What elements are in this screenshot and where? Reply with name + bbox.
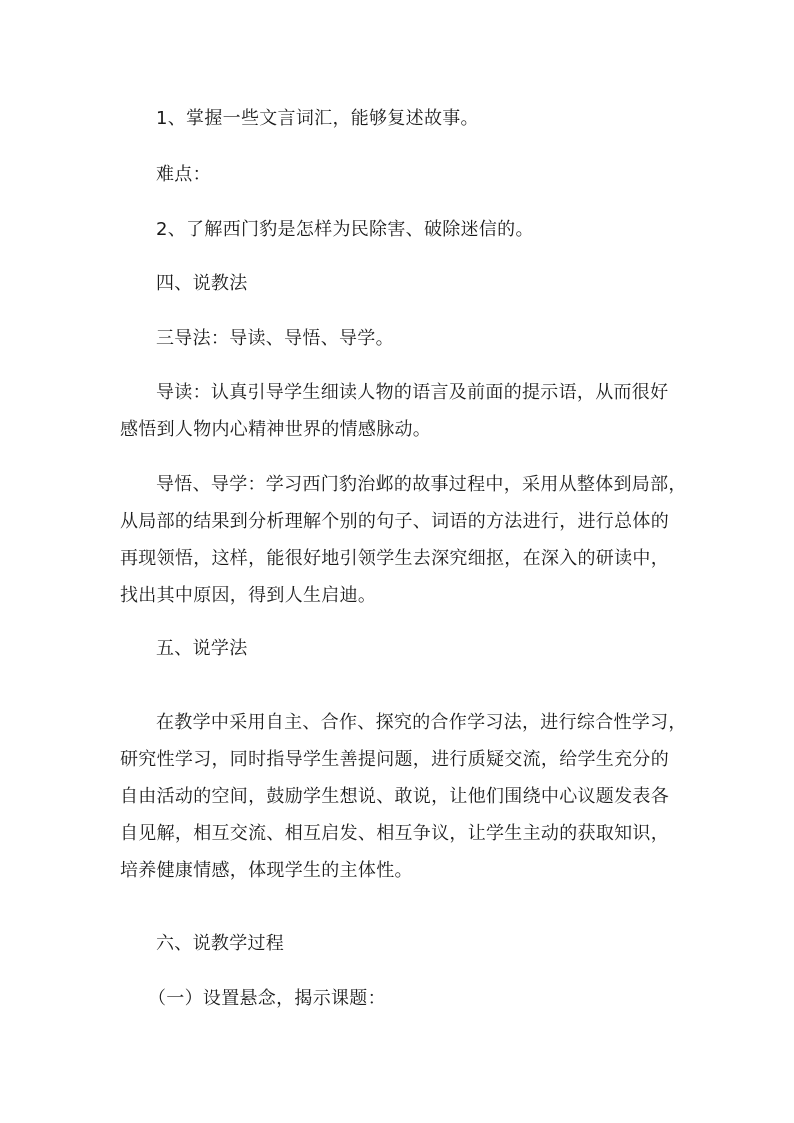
text-line: 自由活动的空间，鼓励学生想说、敢说，让他们围绕中心议题发表各 xyxy=(120,786,669,807)
paragraph-guided-reading xyxy=(120,374,685,448)
text-line: 导悟、导学：学习西门豹治邺的故事过程中，采用从整体到局部， xyxy=(156,474,687,495)
paragraph-difficulty-2 xyxy=(120,211,685,248)
text-line: 三导法：导读、导悟、导学。 xyxy=(156,328,394,349)
text-line: 导读：认真引导学生细读人物的语言及前面的提示语，从而很好 xyxy=(156,382,669,403)
text-line: （一）设置悬念，揭示课题： xyxy=(148,988,386,1009)
text-line: 难点： xyxy=(156,164,211,185)
text-line: 六、说教学过程 xyxy=(156,933,285,954)
text-line: 1、掌握一些文言词汇，能够复述故事。 xyxy=(156,108,479,129)
paragraph-three-methods xyxy=(120,320,685,357)
text-line: 从局部的结果到分析理解个别的句子、词语的方法进行，进行总体的 xyxy=(120,511,669,532)
text-line: 在教学中采用自主、合作、探究的合作学习法，进行综合性学习， xyxy=(156,712,687,733)
text-line: 研究性学习，同时指导学生善提问题，进行质疑交流，给学生充分的 xyxy=(120,749,669,770)
text-line: 感悟到人物内心精神世界的情感脉动。 xyxy=(120,419,432,440)
paragraph-difficulty-heading xyxy=(120,156,685,193)
section-heading-teaching-method xyxy=(120,265,685,302)
section-heading-teaching-process xyxy=(120,925,685,962)
text-line: 四、说教法 xyxy=(156,273,248,294)
section-heading-learning-method xyxy=(120,630,685,667)
text-line: 2、了解西门豹是怎样为民除害、破除迷信的。 xyxy=(156,219,534,240)
text-line: 五、说学法 xyxy=(156,638,248,659)
text-line: 自见解，相互交流、相互启发、相互争议，让学生主动的获取知识， xyxy=(120,823,669,844)
paragraph-objective-1 xyxy=(120,100,685,137)
subsection-heading-suspense xyxy=(148,980,713,1017)
paragraph-learning-method xyxy=(120,704,685,889)
text-line: 找出其中原因，得到人生启迪。 xyxy=(120,585,377,606)
text-line: 再现领悟，这样，能很好地引领学生去深究细抠，在深入的研读中， xyxy=(120,548,669,569)
paragraph-guided-insight xyxy=(120,466,685,614)
text-line: 培养健康情感，体现学生的主体性。 xyxy=(120,860,413,881)
